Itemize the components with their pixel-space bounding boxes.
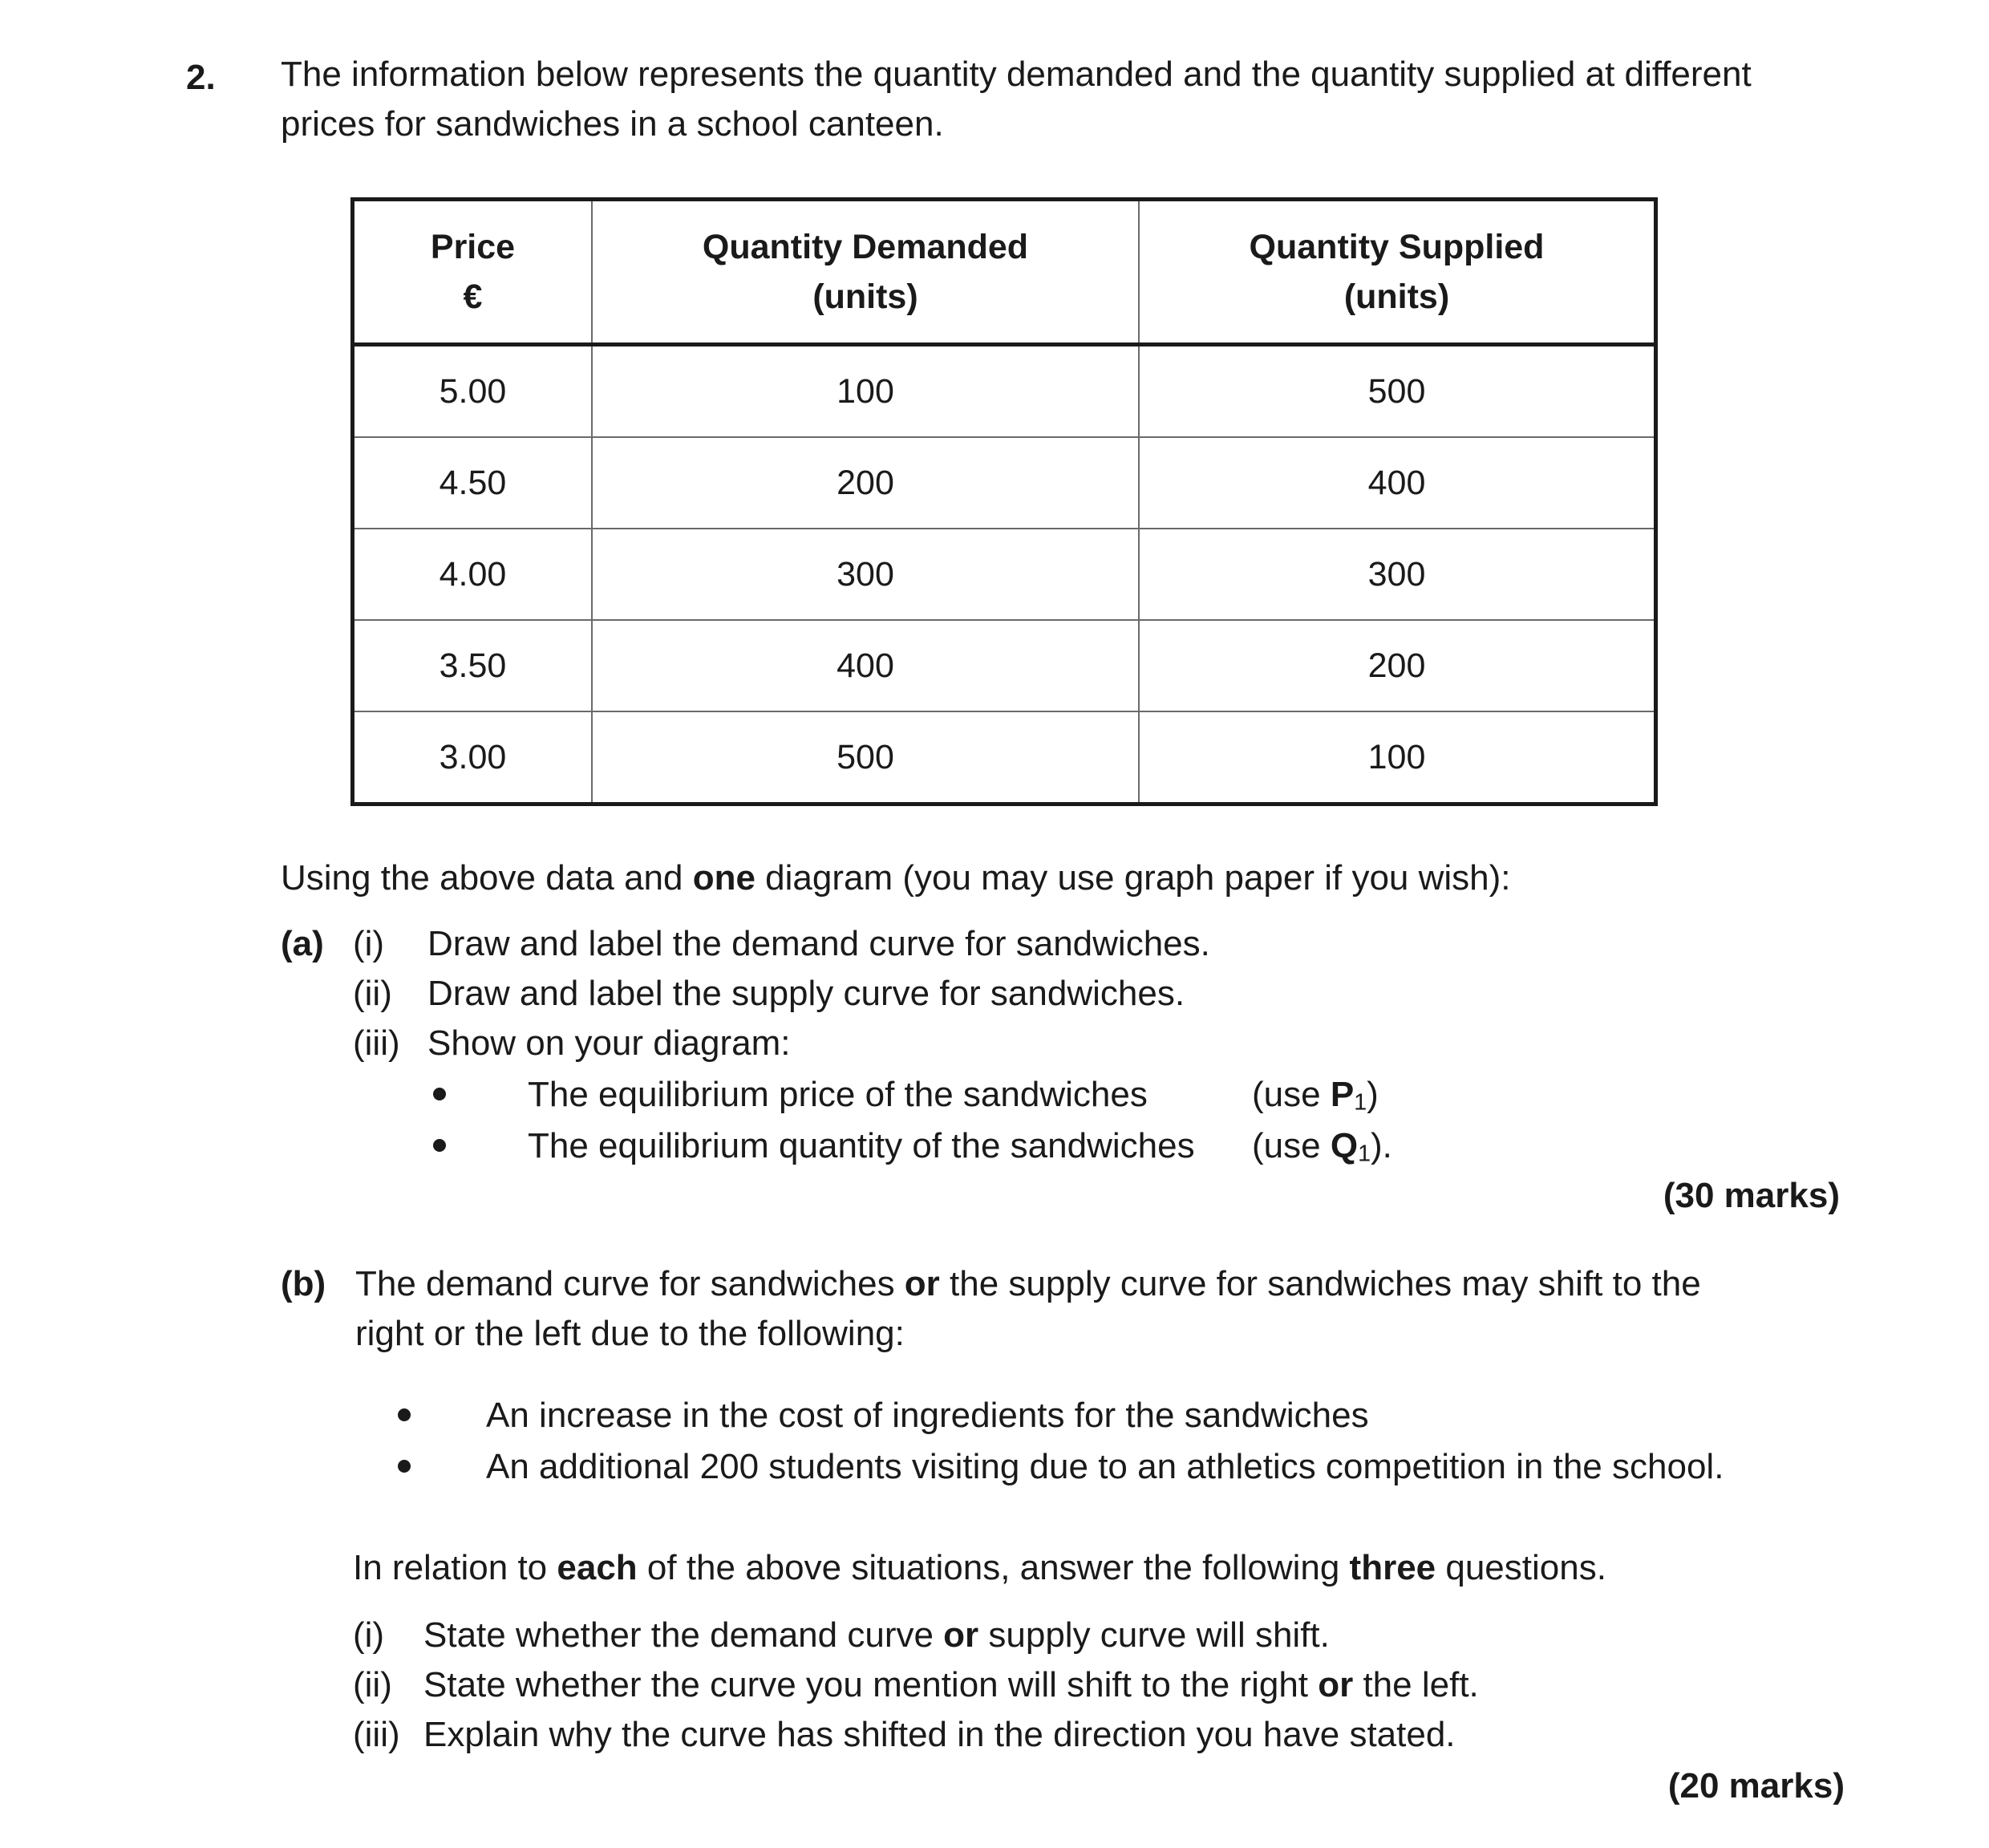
cell-quantity-demanded: 300 <box>592 529 1139 620</box>
part-a-bullet-quantity-text: The equilibrium quantity of the sandwiches <box>528 1126 1195 1165</box>
header-price <box>353 200 593 345</box>
cell-quantity-supplied: 500 <box>1139 345 1656 438</box>
part-a-i-text: Draw and label the demand curve for sandwiches. <box>427 924 1210 963</box>
part-b-ii-num: (ii) <box>353 1665 392 1704</box>
header-qd-label: Quantity Demanded <box>702 228 1029 266</box>
cell-quantity-demanded: 500 <box>592 711 1139 804</box>
part-b-label: (b) <box>281 1264 326 1303</box>
cell-quantity-demanded: 100 <box>592 345 1139 438</box>
part-a-bullet-price-use: (use $P_1$) <box>1252 1075 1379 1116</box>
table-header-row <box>353 200 1656 345</box>
cell-price: 4.50 <box>353 437 593 529</box>
part-b-marks: (20 marks) <box>1667 1766 1845 1805</box>
price-quantity-table <box>350 197 1658 806</box>
part-a-marks: (30 marks) <box>1663 1176 1840 1215</box>
cell-quantity-demanded: 200 <box>592 437 1139 529</box>
part-b-ii-text: State whether the curve you mention will shift to the right or the left. <box>423 1665 1479 1704</box>
part-b-relation-text: In relation to each of the above situations, answer the following three questions. <box>353 1548 1606 1587</box>
cell-quantity-supplied: 100 <box>1139 711 1656 804</box>
cell-price: 3.00 <box>353 711 593 804</box>
table-row <box>353 620 1656 711</box>
header-qs-label: Quantity Supplied <box>1249 228 1545 266</box>
situation-extra-students: An additional 200 students visiting due to an athletics competition in the school. <box>486 1447 1724 1486</box>
cell-price: 5.00 <box>353 345 593 438</box>
bullet-dot <box>398 1408 411 1421</box>
table-row <box>353 529 1656 620</box>
table-row <box>353 345 1656 438</box>
part-a-ii-num: (ii) <box>353 974 392 1013</box>
part-a-bullet-quantity-use: (use $Q_1$). <box>1252 1126 1392 1167</box>
bullet-dot <box>433 1088 446 1100</box>
header-price-unit: € <box>463 278 483 316</box>
part-a-iii-text: Show on your diagram: <box>427 1023 791 1063</box>
bullet-dot <box>433 1139 446 1152</box>
part-b-intro-line2: right or the left due to the following: <box>355 1314 905 1353</box>
table-row <box>353 711 1656 804</box>
cell-quantity-supplied: 200 <box>1139 620 1656 711</box>
part-b-iii-text: Explain why the curve has shifted in the direction you have stated. <box>423 1715 1456 1754</box>
part-b-i-text: State whether the demand curve or supply curve will shift. <box>423 1615 1330 1655</box>
part-a-i-num: (i) <box>353 924 385 963</box>
cell-quantity-demanded: 400 <box>592 620 1139 711</box>
part-b-intro-line1: The demand curve for sandwiches or the supply curve for sandwiches may shift to the <box>355 1264 1701 1303</box>
question-number: 2. <box>186 58 216 97</box>
part-b-i-num: (i) <box>353 1615 385 1655</box>
part-b-iii-num: (iii) <box>353 1715 400 1754</box>
header-price-label: Price <box>430 228 516 266</box>
part-a-bullet-price-text: The equilibrium price of the sandwiches <box>528 1075 1148 1114</box>
bullet-dot <box>398 1460 411 1473</box>
header-qd-unit: (units) <box>812 278 918 316</box>
part-a-iii-num: (iii) <box>353 1023 400 1063</box>
header-quantity-supplied <box>1139 200 1656 345</box>
cell-quantity-supplied: 300 <box>1139 529 1656 620</box>
instruction-text: Using the above data and one diagram (you may use graph paper if you wish): <box>281 858 1511 898</box>
part-a-ii-text: Draw and label the supply curve for sandwiches. <box>427 974 1185 1013</box>
header-qs-unit: (units) <box>1343 278 1450 316</box>
cell-price: 3.50 <box>353 620 593 711</box>
header-quantity-demanded <box>592 200 1139 345</box>
table-row <box>353 437 1656 529</box>
question-intro: The information below represents the quantity demanded and the quantity supplied at different prices for sandwiches in a school canteen. <box>281 55 1752 144</box>
cell-quantity-supplied: 400 <box>1139 437 1656 529</box>
situation-ingredient-cost: An increase in the cost of ingredients for the sandwiches <box>486 1396 1369 1435</box>
cell-price: 4.00 <box>353 529 593 620</box>
part-a-label: (a) <box>281 924 324 963</box>
